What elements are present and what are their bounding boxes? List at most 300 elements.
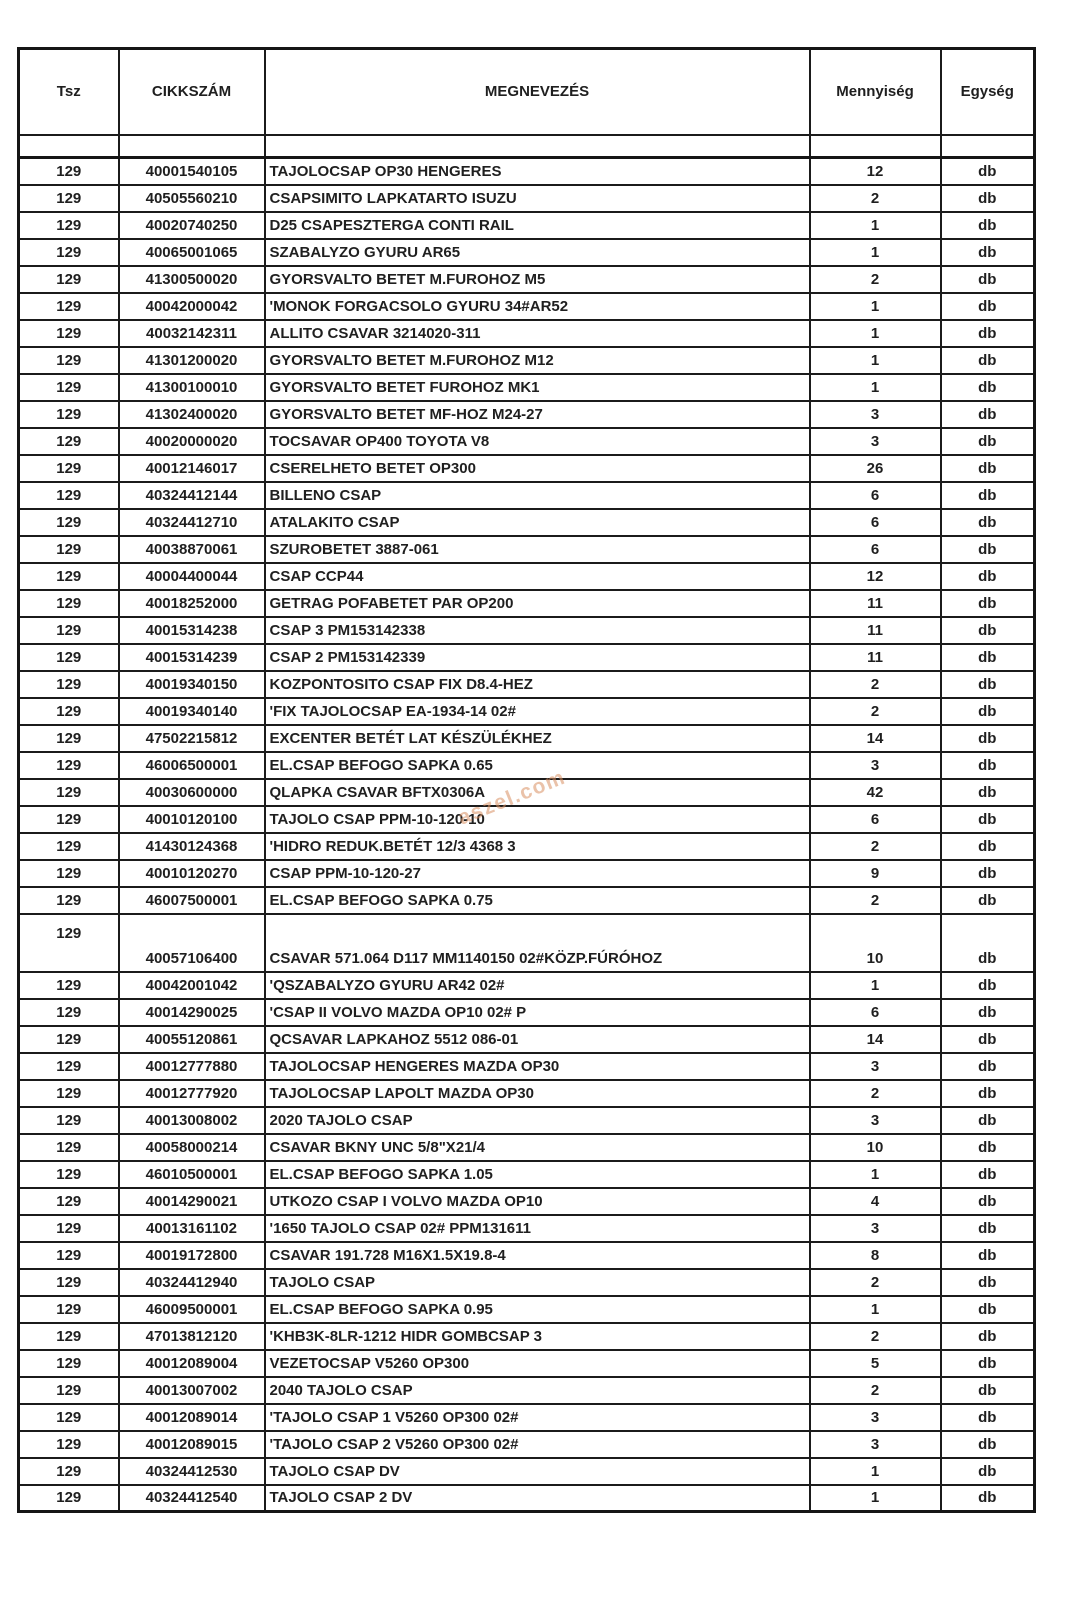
cell-cikkszam: 40004400044 — [119, 563, 265, 590]
cell-mennyiseg: 2 — [810, 1377, 941, 1404]
cell-tsz: 129 — [19, 860, 119, 887]
cell-megnevezes: SZABALYZO GYURU AR65 — [265, 239, 810, 266]
cell-mennyiseg: 1 — [810, 347, 941, 374]
cell-tsz: 129 — [19, 239, 119, 266]
column-header-cikkszam: CIKKSZÁM — [119, 49, 265, 135]
cell-tsz: 129 — [19, 509, 119, 536]
cell-egyseg: db — [941, 401, 1035, 428]
cell-megnevezes: CSAP PPM-10-120-27 — [265, 860, 810, 887]
cell-cikkszam: 40055120861 — [119, 1026, 265, 1053]
cell-megnevezes: GYORSVALTO BETET FUROHOZ MK1 — [265, 374, 810, 401]
cell-tsz: 129 — [19, 1377, 119, 1404]
cell-megnevezes: CSAPSIMITO LAPKATARTO ISUZU — [265, 185, 810, 212]
cell-cikkszam: 40014290021 — [119, 1188, 265, 1215]
cell-mennyiseg: 5 — [810, 1350, 941, 1377]
cell-mennyiseg: 1 — [810, 212, 941, 239]
cell-egyseg: db — [941, 1053, 1035, 1080]
cell-cikkszam: 40324412144 — [119, 482, 265, 509]
table-row — [19, 428, 1035, 455]
table-row — [19, 972, 1035, 999]
cell-cikkszam: 41430124368 — [119, 833, 265, 860]
table-row — [19, 1188, 1035, 1215]
cell-mennyiseg: 2 — [810, 698, 941, 725]
cell-megnevezes: 'FIX TAJOLOCSAP EA-1934-14 02# — [265, 698, 810, 725]
cell-tsz: 129 — [19, 671, 119, 698]
cell-mennyiseg: 6 — [810, 806, 941, 833]
cell-egyseg: db — [941, 1377, 1035, 1404]
cell-egyseg: db — [941, 914, 1035, 972]
table-row — [19, 590, 1035, 617]
table-row — [19, 1242, 1035, 1269]
cell-egyseg: db — [941, 1134, 1035, 1161]
cell-megnevezes: CSAVAR 571.064 D117 MM1140150 02#KÖZP.FÚRÓHOZ — [265, 914, 810, 972]
table-row — [19, 212, 1035, 239]
cell-egyseg: db — [941, 1242, 1035, 1269]
cell-cikkszam: 46006500001 — [119, 752, 265, 779]
table-row — [19, 1053, 1035, 1080]
table-row — [19, 887, 1035, 914]
cell-cikkszam: 40012146017 — [119, 455, 265, 482]
cell-cikkszam: 47013812120 — [119, 1323, 265, 1350]
table-row — [19, 455, 1035, 482]
cell-cikkszam: 40065001065 — [119, 239, 265, 266]
cell-mennyiseg: 14 — [810, 1026, 941, 1053]
scanned-inventory-sheet — [17, 47, 1033, 1513]
table-row — [19, 860, 1035, 887]
cell-megnevezes: 'HIDRO REDUK.BETÉT 12/3 4368 3 — [265, 833, 810, 860]
cell-mennyiseg: 1 — [810, 320, 941, 347]
cell-tsz: 129 — [19, 1458, 119, 1485]
table-row — [19, 725, 1035, 752]
cell-megnevezes: TAJOLOCSAP OP30 HENGERES — [265, 158, 810, 185]
cell-egyseg: db — [941, 509, 1035, 536]
cell-megnevezes: SZUROBETET 3887-061 — [265, 536, 810, 563]
cell-tsz: 129 — [19, 1215, 119, 1242]
cell-tsz: 129 — [19, 428, 119, 455]
cell-egyseg: db — [941, 972, 1035, 999]
cell-mennyiseg: 3 — [810, 428, 941, 455]
table-row — [19, 509, 1035, 536]
cell-cikkszam: 40010120270 — [119, 860, 265, 887]
table-header — [19, 49, 1035, 135]
cell-megnevezes: BILLENO CSAP — [265, 482, 810, 509]
cell-cikkszam: 40013007002 — [119, 1377, 265, 1404]
cell-egyseg: db — [941, 833, 1035, 860]
cell-megnevezes: EL.CSAP BEFOGO SAPKA 0.95 — [265, 1296, 810, 1323]
column-header-tsz: Tsz — [19, 49, 119, 135]
table-row — [19, 1323, 1035, 1350]
table-row — [19, 1377, 1035, 1404]
cell-tsz: 129 — [19, 779, 119, 806]
cell-megnevezes: EL.CSAP BEFOGO SAPKA 0.65 — [265, 752, 810, 779]
cell-cikkszam: 40013161102 — [119, 1215, 265, 1242]
cell-tsz: 129 — [19, 806, 119, 833]
cell-mennyiseg: 1 — [810, 1161, 941, 1188]
table-row — [19, 293, 1035, 320]
cell-megnevezes: QCSAVAR LAPKAHOZ 5512 086-01 — [265, 1026, 810, 1053]
table-row — [19, 320, 1035, 347]
cell-mennyiseg: 2 — [810, 185, 941, 212]
cell-mennyiseg: 9 — [810, 860, 941, 887]
cell-egyseg: db — [941, 1350, 1035, 1377]
cell-mennyiseg: 1 — [810, 1296, 941, 1323]
cell-megnevezes: CSAVAR 191.728 M16X1.5X19.8-4 — [265, 1242, 810, 1269]
cell-cikkszam: 40042000042 — [119, 293, 265, 320]
cell-egyseg: db — [941, 644, 1035, 671]
table-row — [19, 1404, 1035, 1431]
cell-megnevezes: 'MONOK FORGACSOLO GYURU 34#AR52 — [265, 293, 810, 320]
cell-cikkszam: 40014290025 — [119, 999, 265, 1026]
table-row — [19, 1134, 1035, 1161]
table-row — [19, 374, 1035, 401]
cell-megnevezes: 'KHB3K-8LR-1212 HIDR GOMBCSAP 3 — [265, 1323, 810, 1350]
cell-megnevezes: EXCENTER BETÉT LAT KÉSZÜLÉKHEZ — [265, 725, 810, 752]
cell-mennyiseg: 3 — [810, 1404, 941, 1431]
cell-tsz: 129 — [19, 401, 119, 428]
table-row — [19, 806, 1035, 833]
cell-egyseg: db — [941, 1026, 1035, 1053]
cell-tsz: 129 — [19, 1485, 119, 1512]
cell-egyseg: db — [941, 374, 1035, 401]
cell-tsz: 129 — [19, 1296, 119, 1323]
cell-egyseg: db — [941, 806, 1035, 833]
cell-cikkszam: 41301200020 — [119, 347, 265, 374]
cell-megnevezes: '1650 TAJOLO CSAP 02# PPM131611 — [265, 1215, 810, 1242]
inventory-table — [17, 47, 1036, 1513]
cell-egyseg: db — [941, 590, 1035, 617]
cell-cikkszam: 40015314238 — [119, 617, 265, 644]
cell-tsz: 129 — [19, 725, 119, 752]
cell-megnevezes: 'TAJOLO CSAP 2 V5260 OP300 02# — [265, 1431, 810, 1458]
cell-cikkszam: 40019172800 — [119, 1242, 265, 1269]
cell-megnevezes: TAJOLO CSAP DV — [265, 1458, 810, 1485]
cell-egyseg: db — [941, 1188, 1035, 1215]
table-row — [19, 1458, 1035, 1485]
cell-egyseg: db — [941, 779, 1035, 806]
cell-tsz: 129 — [19, 1323, 119, 1350]
cell-tsz: 129 — [19, 1134, 119, 1161]
table-body — [19, 135, 1035, 1512]
cell-tsz: 129 — [19, 1161, 119, 1188]
cell-egyseg: db — [941, 563, 1035, 590]
cell-mennyiseg: 2 — [810, 1080, 941, 1107]
cell-egyseg: db — [941, 999, 1035, 1026]
cell-egyseg: db — [941, 185, 1035, 212]
cell-cikkszam: 40015314239 — [119, 644, 265, 671]
cell-egyseg: db — [941, 1485, 1035, 1512]
cell-cikkszam: 40012777880 — [119, 1053, 265, 1080]
cell-tsz: 129 — [19, 1080, 119, 1107]
cell-mennyiseg: 3 — [810, 1053, 941, 1080]
cell-mennyiseg: 11 — [810, 617, 941, 644]
cell-megnevezes: 2040 TAJOLO CSAP — [265, 1377, 810, 1404]
cell-tsz: 129 — [19, 1026, 119, 1053]
cell-mennyiseg: 4 — [810, 1188, 941, 1215]
cell-tsz: 129 — [19, 536, 119, 563]
cell-mennyiseg: 3 — [810, 1215, 941, 1242]
cell-tsz: 129 — [19, 590, 119, 617]
cell-egyseg: db — [941, 158, 1035, 185]
cell-tsz: 129 — [19, 266, 119, 293]
cell-megnevezes: CSAVAR BKNY UNC 5/8"X21/4 — [265, 1134, 810, 1161]
cell-cikkszam: 40038870061 — [119, 536, 265, 563]
cell-tsz: 129 — [19, 374, 119, 401]
cell-mennyiseg: 2 — [810, 833, 941, 860]
cell-cikkszam: 40020000020 — [119, 428, 265, 455]
cell-tsz: 129 — [19, 972, 119, 999]
cell-megnevezes: VEZETOCSAP V5260 OP300 — [265, 1350, 810, 1377]
cell-megnevezes: UTKOZO CSAP I VOLVO MAZDA OP10 — [265, 1188, 810, 1215]
cell-cikkszam: 40010120100 — [119, 806, 265, 833]
cell-egyseg: db — [941, 293, 1035, 320]
table-row — [19, 644, 1035, 671]
table-row — [19, 752, 1035, 779]
cell-tsz: 129 — [19, 482, 119, 509]
cell-cikkszam: 40018252000 — [119, 590, 265, 617]
table-row — [19, 347, 1035, 374]
cell-tsz: 129 — [19, 347, 119, 374]
cell-egyseg: db — [941, 347, 1035, 374]
cell-mennyiseg: 2 — [810, 266, 941, 293]
table-row — [19, 698, 1035, 725]
cell-tsz: 129 — [19, 999, 119, 1026]
cell-cikkszam: 40019340150 — [119, 671, 265, 698]
cell-egyseg: db — [941, 1458, 1035, 1485]
cell-mennyiseg: 1 — [810, 972, 941, 999]
table-row — [19, 1350, 1035, 1377]
cell-egyseg: db — [941, 1296, 1035, 1323]
cell-egyseg: db — [941, 1431, 1035, 1458]
cell-tsz: 129 — [19, 320, 119, 347]
cell-cikkszam: 40030600000 — [119, 779, 265, 806]
table-row — [19, 482, 1035, 509]
cell-egyseg: db — [941, 212, 1035, 239]
cell-mennyiseg: 8 — [810, 1242, 941, 1269]
cell-megnevezes: KOZPONTOSITO CSAP FIX D8.4-HEZ — [265, 671, 810, 698]
cell-tsz: 129 — [19, 212, 119, 239]
cell-megnevezes: GYORSVALTO BETET MF-HOZ M24-27 — [265, 401, 810, 428]
table-row — [19, 185, 1035, 212]
cell-megnevezes: TOCSAVAR OP400 TOYOTA V8 — [265, 428, 810, 455]
cell-megnevezes: 'QSZABALYZO GYURU AR42 02# — [265, 972, 810, 999]
cell-mennyiseg: 1 — [810, 1485, 941, 1512]
cell-egyseg: db — [941, 698, 1035, 725]
cell-tsz: 129 — [19, 752, 119, 779]
cell-megnevezes: GETRAG POFABETET PAR OP200 — [265, 590, 810, 617]
cell-megnevezes: GYORSVALTO BETET M.FUROHOZ M12 — [265, 347, 810, 374]
cell-tsz: 129 — [19, 293, 119, 320]
cell-mennyiseg: 2 — [810, 1323, 941, 1350]
cell-cikkszam: 40042001042 — [119, 972, 265, 999]
cell-cikkszam: 40324412940 — [119, 1269, 265, 1296]
cell-mennyiseg: 3 — [810, 1431, 941, 1458]
cell-tsz: 129 — [19, 1269, 119, 1296]
cell-mennyiseg: 6 — [810, 536, 941, 563]
table-row — [19, 239, 1035, 266]
column-header-mennyiseg: Mennyiség — [810, 49, 941, 135]
cell-tsz: 129 — [19, 887, 119, 914]
cell-cikkszam: 40058000214 — [119, 1134, 265, 1161]
cell-egyseg: db — [941, 752, 1035, 779]
cell-mennyiseg: 1 — [810, 374, 941, 401]
cell-tsz: 129 — [19, 914, 119, 972]
cell-mennyiseg: 3 — [810, 401, 941, 428]
cell-cikkszam: 40001540105 — [119, 158, 265, 185]
cell-megnevezes: ATALAKITO CSAP — [265, 509, 810, 536]
cell-egyseg: db — [941, 1404, 1035, 1431]
cell-tsz: 129 — [19, 1242, 119, 1269]
cell-egyseg: db — [941, 887, 1035, 914]
cell-megnevezes: EL.CSAP BEFOGO SAPKA 0.75 — [265, 887, 810, 914]
cell-cikkszam: 40012089015 — [119, 1431, 265, 1458]
cell-mennyiseg: 10 — [810, 1134, 941, 1161]
cell-cikkszam: 46010500001 — [119, 1161, 265, 1188]
table-row — [19, 158, 1035, 185]
table-row — [19, 1107, 1035, 1134]
cell-egyseg: db — [941, 1323, 1035, 1350]
cell-megnevezes: TAJOLO CSAP PPM-10-120-10 — [265, 806, 810, 833]
cell-mennyiseg: 26 — [810, 455, 941, 482]
cell-megnevezes: TAJOLOCSAP LAPOLT MAZDA OP30 — [265, 1080, 810, 1107]
table-row — [19, 266, 1035, 293]
table-row — [19, 999, 1035, 1026]
table-row — [19, 563, 1035, 590]
cell-mennyiseg: 2 — [810, 1269, 941, 1296]
cell-tsz: 129 — [19, 1431, 119, 1458]
cell-cikkszam: 40324412540 — [119, 1485, 265, 1512]
cell-mennyiseg: 10 — [810, 914, 941, 972]
cell-mennyiseg: 1 — [810, 1458, 941, 1485]
cell-tsz: 129 — [19, 158, 119, 185]
cell-mennyiseg: 6 — [810, 999, 941, 1026]
table-row — [19, 1269, 1035, 1296]
cell-mennyiseg: 1 — [810, 239, 941, 266]
cell-egyseg: db — [941, 860, 1035, 887]
cell-egyseg: db — [941, 536, 1035, 563]
column-header-egyseg: Egység — [941, 49, 1035, 135]
table-row — [19, 914, 1035, 972]
cell-tsz: 129 — [19, 1350, 119, 1377]
cell-mennyiseg: 42 — [810, 779, 941, 806]
column-header-megnevezes: MEGNEVEZÉS — [265, 49, 810, 135]
cell-cikkszam: 40019340140 — [119, 698, 265, 725]
cell-cikkszam: 46007500001 — [119, 887, 265, 914]
cell-megnevezes: D25 CSAPESZTERGA CONTI RAIL — [265, 212, 810, 239]
cell-mennyiseg: 3 — [810, 1107, 941, 1134]
cell-mennyiseg: 11 — [810, 644, 941, 671]
table-row — [19, 671, 1035, 698]
table-row — [19, 1431, 1035, 1458]
cell-egyseg: db — [941, 671, 1035, 698]
cell-megnevezes: TAJOLO CSAP — [265, 1269, 810, 1296]
cell-egyseg: db — [941, 1107, 1035, 1134]
cell-egyseg: db — [941, 617, 1035, 644]
cell-mennyiseg: 1 — [810, 293, 941, 320]
cell-megnevezes: 2020 TAJOLO CSAP — [265, 1107, 810, 1134]
cell-cikkszam: 47502215812 — [119, 725, 265, 752]
cell-megnevezes: CSERELHETO BETET OP300 — [265, 455, 810, 482]
cell-megnevezes: 'CSAP II VOLVO MAZDA OP10 02# P — [265, 999, 810, 1026]
table-row — [19, 779, 1035, 806]
table-row — [19, 1215, 1035, 1242]
cell-mennyiseg: 14 — [810, 725, 941, 752]
cell-egyseg: db — [941, 725, 1035, 752]
cell-egyseg: db — [941, 1080, 1035, 1107]
cell-egyseg: db — [941, 455, 1035, 482]
cell-tsz: 129 — [19, 1188, 119, 1215]
cell-egyseg: db — [941, 1161, 1035, 1188]
cell-cikkszam: 40057106400 — [119, 914, 265, 972]
table-row — [19, 536, 1035, 563]
cell-cikkszam: 40032142311 — [119, 320, 265, 347]
cell-megnevezes: TAJOLOCSAP HENGERES MAZDA OP30 — [265, 1053, 810, 1080]
cell-cikkszam: 40020740250 — [119, 212, 265, 239]
cell-mennyiseg: 3 — [810, 752, 941, 779]
cell-megnevezes: CSAP 3 PM153142338 — [265, 617, 810, 644]
cell-cikkszam: 41300100010 — [119, 374, 265, 401]
cell-cikkszam: 40505560210 — [119, 185, 265, 212]
cell-egyseg: db — [941, 1269, 1035, 1296]
table-row — [19, 1026, 1035, 1053]
cell-megnevezes: TAJOLO CSAP 2 DV — [265, 1485, 810, 1512]
cell-megnevezes: QLAPKA CSAVAR BFTX0306A — [265, 779, 810, 806]
cell-tsz: 129 — [19, 617, 119, 644]
cell-megnevezes: GYORSVALTO BETET M.FUROHOZ M5 — [265, 266, 810, 293]
cell-egyseg: db — [941, 239, 1035, 266]
cell-tsz: 129 — [19, 1053, 119, 1080]
cell-tsz: 129 — [19, 833, 119, 860]
watermark: aszel.com — [454, 765, 569, 830]
cell-tsz: 129 — [19, 455, 119, 482]
spacer-row — [19, 135, 1035, 158]
cell-tsz: 129 — [19, 1107, 119, 1134]
cell-tsz: 129 — [19, 644, 119, 671]
cell-cikkszam: 46009500001 — [119, 1296, 265, 1323]
cell-mennyiseg: 12 — [810, 158, 941, 185]
cell-cikkszam: 40012777920 — [119, 1080, 265, 1107]
cell-cikkszam: 40324412710 — [119, 509, 265, 536]
cell-cikkszam: 41300500020 — [119, 266, 265, 293]
cell-cikkszam: 40324412530 — [119, 1458, 265, 1485]
cell-mennyiseg: 11 — [810, 590, 941, 617]
table-row — [19, 1485, 1035, 1512]
table-row — [19, 1161, 1035, 1188]
table-row — [19, 1080, 1035, 1107]
cell-megnevezes: CSAP 2 PM153142339 — [265, 644, 810, 671]
cell-tsz: 129 — [19, 698, 119, 725]
cell-tsz: 129 — [19, 185, 119, 212]
cell-megnevezes: ALLITO CSAVAR 3214020-311 — [265, 320, 810, 347]
cell-egyseg: db — [941, 428, 1035, 455]
cell-megnevezes: EL.CSAP BEFOGO SAPKA 1.05 — [265, 1161, 810, 1188]
cell-cikkszam: 40012089004 — [119, 1350, 265, 1377]
table-row — [19, 401, 1035, 428]
cell-cikkszam: 40013008002 — [119, 1107, 265, 1134]
cell-cikkszam: 41302400020 — [119, 401, 265, 428]
table-row — [19, 1296, 1035, 1323]
cell-megnevezes: CSAP CCP44 — [265, 563, 810, 590]
cell-egyseg: db — [941, 320, 1035, 347]
cell-megnevezes: 'TAJOLO CSAP 1 V5260 OP300 02# — [265, 1404, 810, 1431]
cell-mennyiseg: 6 — [810, 509, 941, 536]
table-row — [19, 833, 1035, 860]
table-row — [19, 617, 1035, 644]
cell-mennyiseg: 2 — [810, 887, 941, 914]
cell-mennyiseg: 6 — [810, 482, 941, 509]
cell-mennyiseg: 2 — [810, 671, 941, 698]
cell-tsz: 129 — [19, 1404, 119, 1431]
cell-egyseg: db — [941, 266, 1035, 293]
